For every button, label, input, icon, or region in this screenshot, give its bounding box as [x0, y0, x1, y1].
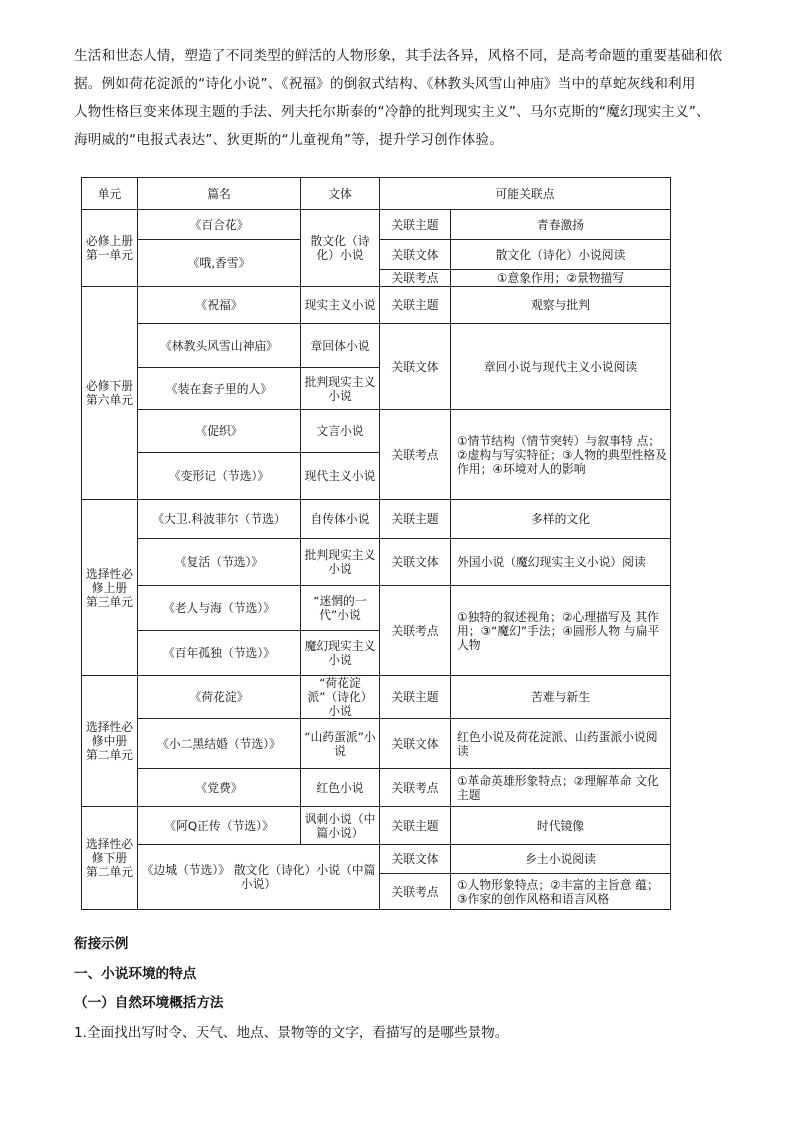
- table-header-row: [82, 178, 671, 210]
- title-cell: 《促织》: [138, 410, 301, 453]
- link-value-cell: ①独特的叙述视角；②心理描写及 其作用；③“魔幻”手法；④圆形人物 与扁平人物: [451, 586, 671, 676]
- genre-cell: 批判现实主义小说: [301, 368, 380, 410]
- link-type-cell: 关联考点: [380, 270, 451, 287]
- title-cell: 《小二黑结婚（节选）》: [138, 719, 301, 769]
- header-unit: 单元: [82, 178, 138, 210]
- link-type-cell: 关联文体: [380, 719, 451, 769]
- unit-cell: 选择性必修上册 第三单元: [82, 500, 138, 676]
- title-cell: 《祝福》: [138, 287, 301, 324]
- table-row: [82, 500, 671, 539]
- link-type-cell: 关联考点: [380, 874, 451, 910]
- intro-line: 人物性格巨变来体现主题的手法、列夫托尔斯泰的“冷静的批判现实主义”、马尔克斯的“魔幻现实主义”、: [74, 104, 710, 120]
- section-heading: 一、小说环境的特点: [74, 966, 197, 982]
- header-title: 篇名: [138, 178, 301, 210]
- unit-cell: 必修上册 第一单元: [82, 210, 138, 287]
- unit-link-table: [81, 177, 671, 910]
- link-value-cell: ①意象作用；②景物描写: [451, 270, 671, 287]
- genre-cell: 魔幻现实主义小说: [301, 631, 380, 676]
- link-value-cell: 外国小说（魔幻现实主义小说）阅读: [451, 539, 671, 586]
- table-row: [82, 769, 671, 807]
- table-row: [82, 676, 671, 719]
- example-label: 衔接示例: [74, 936, 129, 952]
- title-cell: 《荷花淀》: [138, 676, 301, 719]
- intro-paragraph: [74, 42, 754, 154]
- title-cell: 《复活（节选）》: [138, 539, 301, 586]
- title-cell: 《变形记（节选）》: [138, 453, 301, 500]
- genre-cell: 批判现实主义小说: [301, 539, 380, 586]
- link-value-cell: 乡土小说阅读: [451, 845, 671, 874]
- list-item: 1.全面找出写时令、天气、地点、景物等的文字，看描写的是哪些景物。: [74, 1025, 509, 1041]
- title-cell: 《党费》: [138, 769, 301, 807]
- link-type-cell: 关联考点: [380, 586, 451, 676]
- genre-cell: 讽刺小说（中篇小说）: [301, 807, 380, 845]
- subsection-heading: （一）自然环境概括方法: [74, 995, 224, 1011]
- genre-cell: “迷惘的一代”小说: [301, 586, 380, 631]
- genre-cell: “山药蛋派”小说: [301, 719, 380, 769]
- title-cell: 《大卫.科波菲尔（节选）: [138, 500, 301, 539]
- link-value-cell: 时代镜像: [451, 807, 671, 845]
- link-value-cell: 章回小说与现代主义小说阅读: [451, 324, 671, 410]
- link-type-cell: 关联文体: [380, 240, 451, 270]
- link-type-cell: 关联主题: [380, 287, 451, 324]
- title-cell: 《阿Q正传（节选）》: [138, 807, 301, 845]
- table-row: [82, 845, 671, 874]
- link-value-cell: ①人物形象特点；②丰富的主旨意 蕴；③作家的创作风格和语言风格: [451, 874, 671, 910]
- table-row: [82, 539, 671, 586]
- unit-cell: 选择性必修下册 第二单元: [82, 807, 138, 910]
- intro-line: 据。例如荷花淀派的“诗化小说”、《祝福》的倒叙式结构、《林教头风雪山神庙》当中的草蛇灰线和利用: [74, 76, 696, 92]
- link-value-cell: 观察与批判: [451, 287, 671, 324]
- link-value-cell: 红色小说及荷花淀派、山药蛋派小说阅读: [451, 719, 671, 769]
- link-type-cell: 关联文体: [380, 324, 451, 410]
- table-row: [82, 210, 671, 240]
- link-type-cell: 关联主题: [380, 210, 451, 240]
- link-type-cell: 关联考点: [380, 769, 451, 807]
- table-row: [82, 807, 671, 845]
- title-cell: 《老人与海（节选）》: [138, 586, 301, 631]
- link-value-cell: ①情节结构（情节突转）与叙事特 点；②虚构与写实特征；③人物的典型性格及作用；④环境对人的影响: [451, 410, 671, 500]
- link-type-cell: 关联文体: [380, 539, 451, 586]
- title-cell: 《边城（节选）》 散文化（诗化）小说（中篇小说）: [138, 845, 380, 910]
- title-cell: 《百合花》: [138, 210, 301, 240]
- table-row: [82, 324, 671, 368]
- link-value-cell: ①革命英雄形象特点；②理解革命 文化主题: [451, 769, 671, 807]
- genre-cell: 散文化（诗化）小说: [301, 210, 380, 287]
- intro-line: 海明威的“电报式表达”、狄更斯的“儿童视角”等，提升学习创作体验。: [74, 132, 503, 148]
- link-type-cell: 关联文体: [380, 845, 451, 874]
- table-row: [82, 719, 671, 769]
- header-genre: 文体: [301, 178, 380, 210]
- title-cell: 《百年孤独（节选）》: [138, 631, 301, 676]
- link-value-cell: 多样的文化: [451, 500, 671, 539]
- genre-cell: 红色小说: [301, 769, 380, 807]
- genre-cell: 现代主义小说: [301, 453, 380, 500]
- link-type-cell: 关联主题: [380, 500, 451, 539]
- table-row: [82, 410, 671, 453]
- link-type-cell: 关联考点: [380, 410, 451, 500]
- genre-cell: 现实主义小说: [301, 287, 380, 324]
- unit-cell: 必修下册 第六单元: [82, 287, 138, 500]
- table-row: [82, 287, 671, 324]
- link-value-cell: 青春激扬: [451, 210, 671, 240]
- genre-cell: 自传体小说: [301, 500, 380, 539]
- genre-cell: 文言小说: [301, 410, 380, 453]
- unit-cell: 选择性必修中册 第二单元: [82, 676, 138, 807]
- title-cell: 《林教头风雪山神庙》: [138, 324, 301, 368]
- link-value-cell: 苦难与新生: [451, 676, 671, 719]
- title-cell: 《装在套子里的人》: [138, 368, 301, 410]
- genre-cell: 章回体小说: [301, 324, 380, 368]
- link-value-cell: 散文化（诗化）小说阅读: [451, 240, 671, 270]
- link-type-cell: 关联主题: [380, 676, 451, 719]
- title-cell: 《哦,香雪》: [138, 240, 301, 287]
- genre-cell: “荷花淀派”（诗化）小说: [301, 676, 380, 719]
- header-links: 可能关联点: [380, 178, 671, 210]
- intro-line: 生活和世态人情，塑造了不同类型的鲜活的人物形象，其手法各异，风格不同，是高考命题的重要基础和依: [74, 48, 723, 64]
- table-row: [82, 586, 671, 631]
- link-type-cell: 关联主题: [380, 807, 451, 845]
